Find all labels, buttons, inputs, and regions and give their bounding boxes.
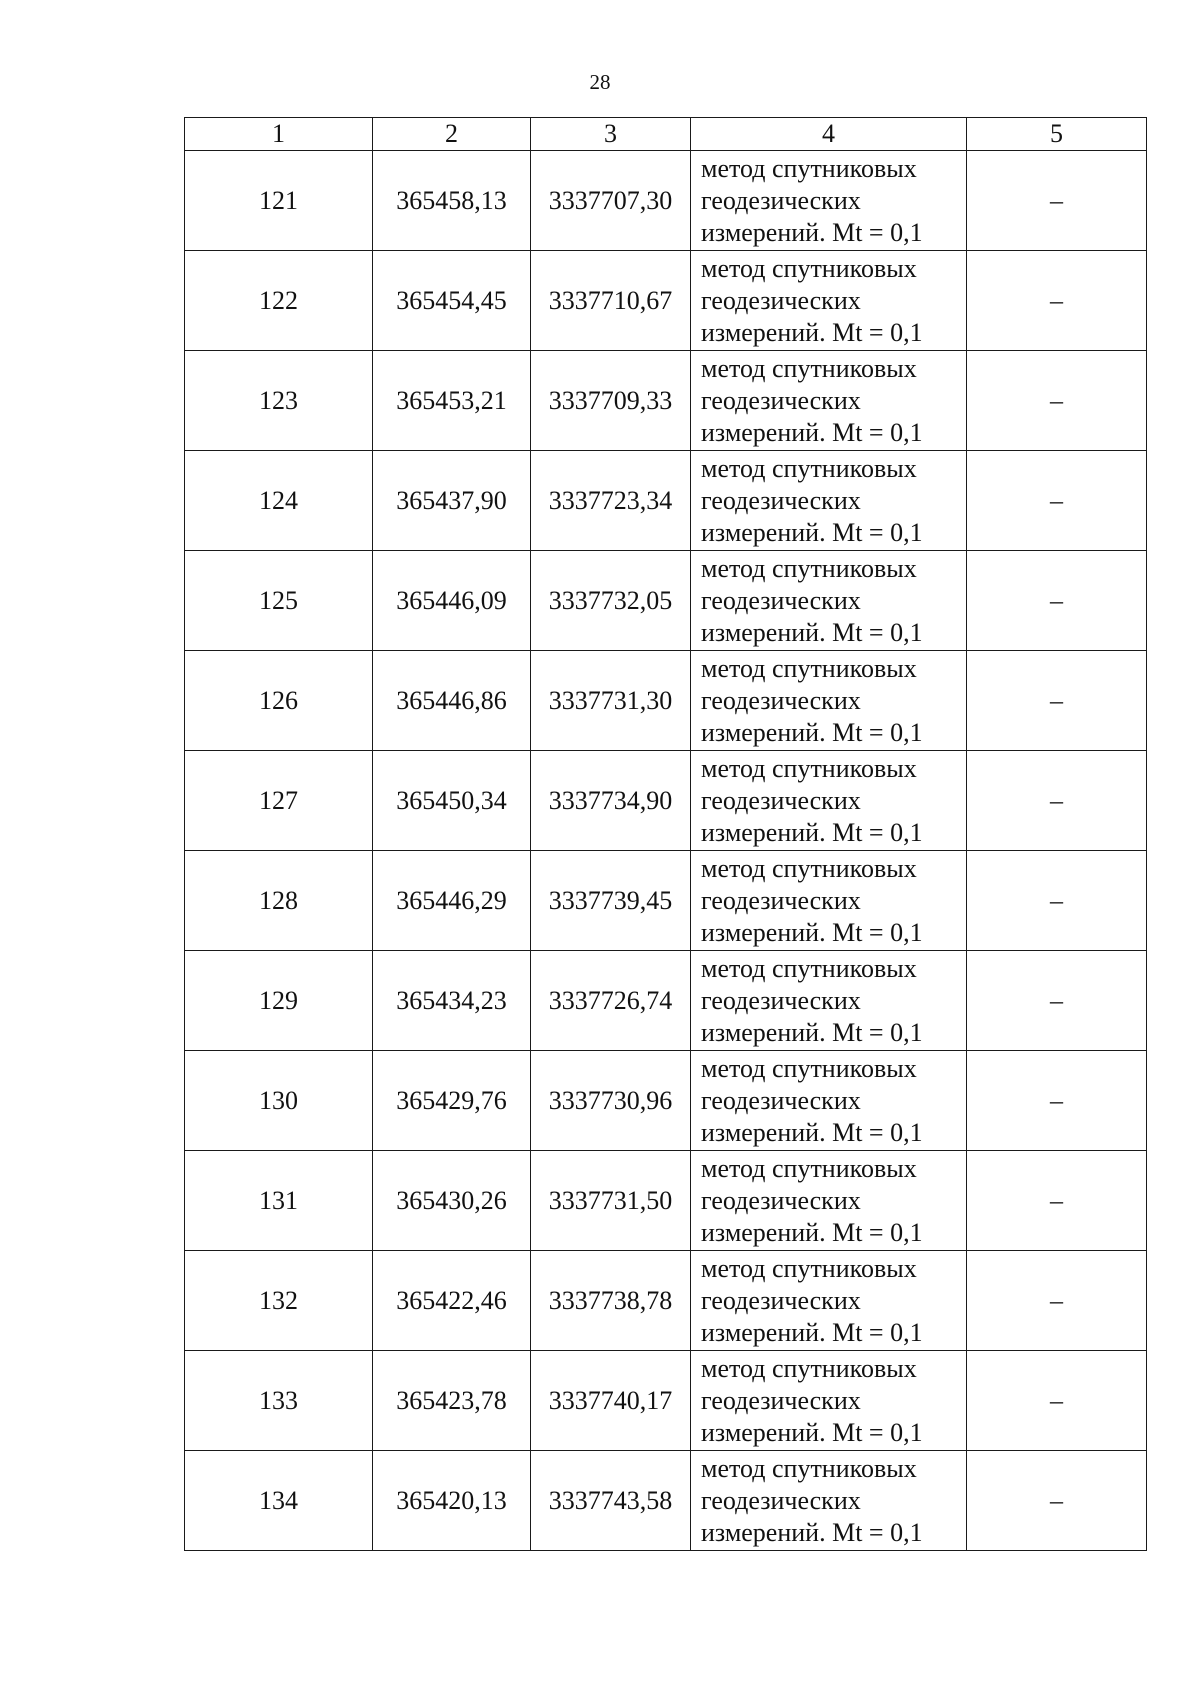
point-number-cell: 128 [185,851,373,951]
method-line-2: геодезических [701,685,861,715]
description-cell: – [967,251,1147,351]
x-coordinate-cell: 365453,21 [373,351,531,451]
point-number-cell: 122 [185,251,373,351]
method-line-1: метод спутниковых [701,553,917,583]
point-number-cell: 132 [185,1251,373,1351]
y-coordinate-cell: 3337709,33 [531,351,691,451]
method-line-3: измерений. Mt = 0,1 [701,1117,923,1147]
method-line-1: метод спутниковых [701,1153,917,1183]
y-coordinate-cell: 3337710,67 [531,251,691,351]
method-line-3: измерений. Mt = 0,1 [701,717,923,747]
table-row [185,1351,1147,1451]
header-cell-2: 2 [373,118,531,151]
y-coordinate-cell: 3337739,45 [531,851,691,951]
y-coordinate-cell: 3337732,05 [531,551,691,651]
x-coordinate-cell: 365454,45 [373,251,531,351]
x-coordinate-cell: 365423,78 [373,1351,531,1451]
description-cell: – [967,151,1147,251]
point-number-cell: 125 [185,551,373,651]
description-cell: – [967,751,1147,851]
method-line-3: измерений. Mt = 0,1 [701,1217,923,1247]
point-number-cell: 126 [185,651,373,751]
y-coordinate-cell: 3337743,58 [531,1451,691,1551]
method-cell [691,251,967,351]
method-cell [691,651,967,751]
x-coordinate-cell: 365420,13 [373,1451,531,1551]
method-cell [691,1351,967,1451]
description-cell: – [967,1351,1147,1451]
method-cell [691,351,967,451]
x-coordinate-cell: 365430,26 [373,1151,531,1251]
method-cell [691,951,967,1051]
description-cell: – [967,951,1147,1051]
method-cell [691,851,967,951]
table-row [185,751,1147,851]
method-line-1: метод спутниковых [701,253,917,283]
x-coordinate-cell: 365437,90 [373,451,531,551]
method-line-1: метод спутниковых [701,353,917,383]
method-line-2: геодезических [701,985,861,1015]
description-cell: – [967,451,1147,551]
method-line-2: геодезических [701,1485,861,1515]
method-line-3: измерений. Mt = 0,1 [701,1517,923,1547]
y-coordinate-cell: 3337723,34 [531,451,691,551]
table-row [185,551,1147,651]
description-cell: – [967,1151,1147,1251]
method-cell [691,1051,967,1151]
description-cell: – [967,1251,1147,1351]
method-line-1: метод спутниковых [701,1353,917,1383]
description-cell: – [967,651,1147,751]
method-line-2: геодезических [701,185,861,215]
table-row [185,351,1147,451]
header-cell-4: 4 [691,118,967,151]
y-coordinate-cell: 3337730,96 [531,1051,691,1151]
method-line-1: метод спутниковых [701,1053,917,1083]
x-coordinate-cell: 365422,46 [373,1251,531,1351]
method-line-3: измерений. Mt = 0,1 [701,417,923,447]
method-cell [691,151,967,251]
method-line-2: геодезических [701,1185,861,1215]
point-number-cell: 133 [185,1351,373,1451]
point-number-cell: 123 [185,351,373,451]
method-cell [691,1151,967,1251]
table-row [185,651,1147,751]
description-cell: – [967,351,1147,451]
y-coordinate-cell: 3337731,50 [531,1151,691,1251]
method-line-3: измерений. Mt = 0,1 [701,917,923,947]
description-cell: – [967,851,1147,951]
method-line-1: метод спутниковых [701,1253,917,1283]
table-row [185,1451,1147,1551]
x-coordinate-cell: 365434,23 [373,951,531,1051]
method-line-2: геодезических [701,485,861,515]
method-line-2: геодезических [701,1085,861,1115]
table-row [185,951,1147,1051]
y-coordinate-cell: 3337740,17 [531,1351,691,1451]
method-line-1: метод спутниковых [701,153,917,183]
method-line-1: метод спутниковых [701,853,917,883]
y-coordinate-cell: 3337734,90 [531,751,691,851]
method-cell [691,751,967,851]
description-cell: – [967,551,1147,651]
method-cell [691,1251,967,1351]
point-number-cell: 131 [185,1151,373,1251]
table-row [185,1051,1147,1151]
table-row [185,1251,1147,1351]
table-row [185,1151,1147,1251]
table-body [185,151,1147,1551]
point-number-cell: 121 [185,151,373,251]
method-line-2: геодезических [701,385,861,415]
method-line-2: геодезических [701,785,861,815]
method-line-2: геодезических [701,1285,861,1315]
table-row [185,851,1147,951]
method-line-3: измерений. Mt = 0,1 [701,317,923,347]
method-line-2: геодезических [701,885,861,915]
method-line-3: измерений. Mt = 0,1 [701,517,923,547]
method-line-3: измерений. Mt = 0,1 [701,1317,923,1347]
method-line-3: измерений. Mt = 0,1 [701,217,923,247]
method-line-1: метод спутниковых [701,953,917,983]
y-coordinate-cell: 3337731,30 [531,651,691,751]
table-header-row [185,118,1147,151]
x-coordinate-cell: 365429,76 [373,1051,531,1151]
point-number-cell: 134 [185,1451,373,1551]
method-line-3: измерений. Mt = 0,1 [701,1017,923,1047]
y-coordinate-cell: 3337738,78 [531,1251,691,1351]
x-coordinate-cell: 365446,86 [373,651,531,751]
description-cell: – [967,1451,1147,1551]
y-coordinate-cell: 3337726,74 [531,951,691,1051]
point-number-cell: 130 [185,1051,373,1151]
table-row [185,451,1147,551]
table-row [185,151,1147,251]
header-cell-3: 3 [531,118,691,151]
method-line-2: геодезических [701,1385,861,1415]
header-cell-5: 5 [967,118,1147,151]
method-line-2: геодезических [701,585,861,615]
point-number-cell: 129 [185,951,373,1051]
method-line-3: измерений. Mt = 0,1 [701,617,923,647]
x-coordinate-cell: 365458,13 [373,151,531,251]
point-number-cell: 127 [185,751,373,851]
method-cell [691,1451,967,1551]
point-number-cell: 124 [185,451,373,551]
y-coordinate-cell: 3337707,30 [531,151,691,251]
method-line-1: метод спутниковых [701,453,917,483]
x-coordinate-cell: 365446,09 [373,551,531,651]
header-cell-1: 1 [185,118,373,151]
coordinates-table [184,117,1147,1551]
description-cell: – [967,1051,1147,1151]
x-coordinate-cell: 365450,34 [373,751,531,851]
table-row [185,251,1147,351]
method-line-1: метод спутниковых [701,653,917,683]
method-line-3: измерений. Mt = 0,1 [701,1417,923,1447]
x-coordinate-cell: 365446,29 [373,851,531,951]
method-line-3: измерений. Mt = 0,1 [701,817,923,847]
method-line-2: геодезических [701,285,861,315]
method-line-1: метод спутниковых [701,753,917,783]
method-cell [691,451,967,551]
method-line-1: метод спутниковых [701,1453,917,1483]
method-cell [691,551,967,651]
page-number: 28 [589,70,611,94]
